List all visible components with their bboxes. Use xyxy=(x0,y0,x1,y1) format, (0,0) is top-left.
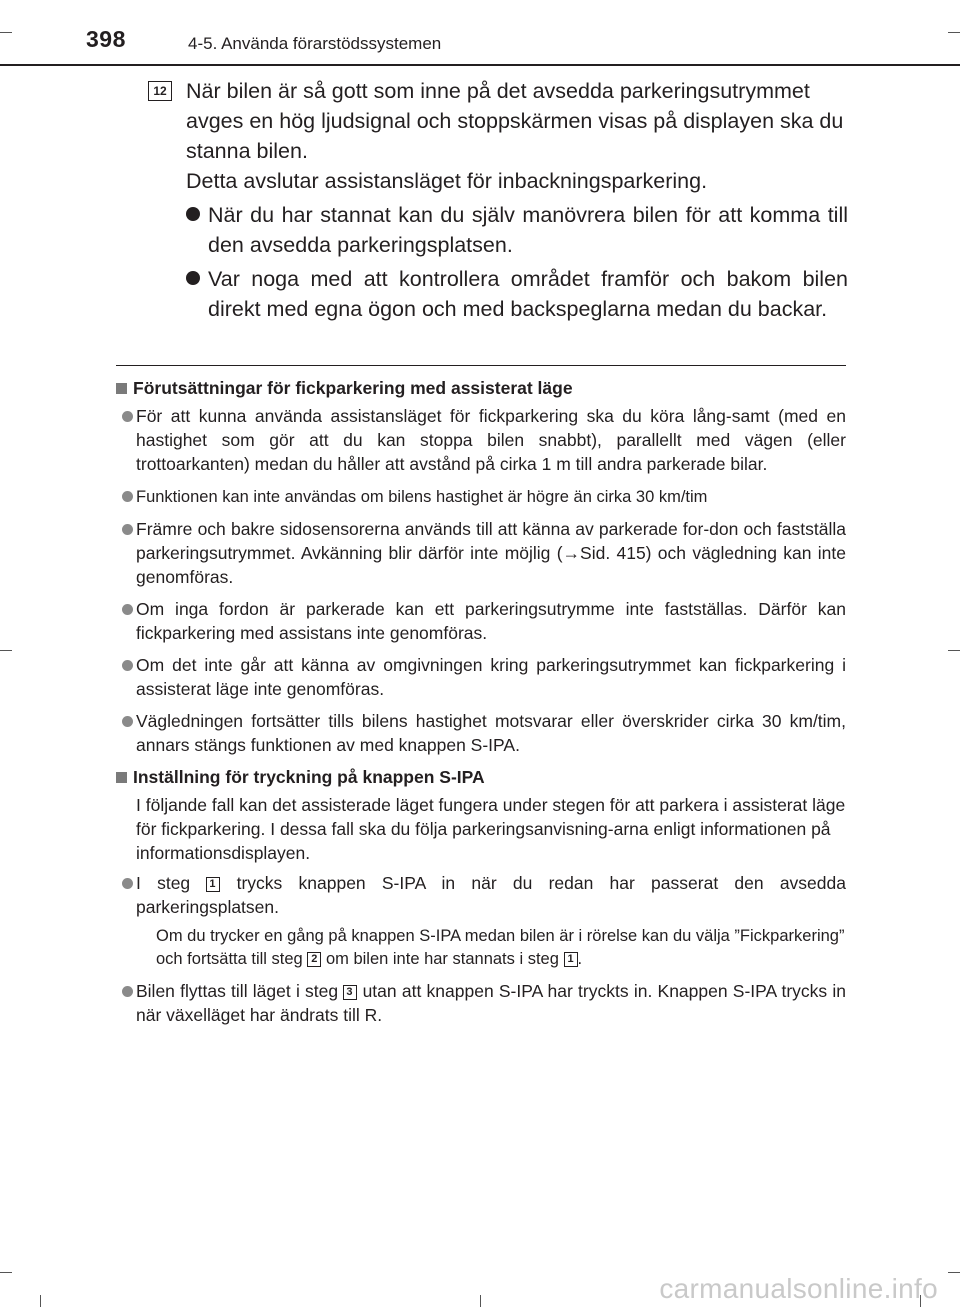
section-title: 4-5. Använda förarstödssystemen xyxy=(188,34,442,53)
bullet-icon xyxy=(122,604,133,615)
bullet-icon xyxy=(186,207,200,221)
square-bullet-icon xyxy=(116,772,127,783)
crop-mark xyxy=(948,32,960,33)
bullet-icon xyxy=(122,660,133,671)
list-item: Var noga med att kontrollera området framför och bakom bilen direkt med egna ögon och med backspeglarna medan du backar. xyxy=(186,264,848,324)
list-item: I steg 1 trycks knappen S-IPA in när du redan har passerat den avsedda parkeringsplatsen. xyxy=(116,871,846,919)
step-reference: 1 xyxy=(206,877,220,892)
bullet-icon xyxy=(122,491,133,502)
sub-note: Om du trycker en gång på knappen S-IPA medan bilen är i rörelse kan du välja ”Fickparkering” och fortsätta till steg 2 om bilen inte har stannats i steg 1 . xyxy=(156,927,845,968)
list-item: När du har stannat kan du själv manövrera bilen för att komma till den avsedda parkeringsplatsen. xyxy=(186,200,848,260)
bullet-icon xyxy=(186,271,200,285)
step-text-main: När bilen är så gott som inne på det avsedda parkeringsutrymmet avges en hög ljudsignal och stoppskärmen visas på displayen ska du stanna bilen. xyxy=(186,79,844,163)
page-number: 398 xyxy=(86,26,126,52)
list-item: Om det inte går att känna av omgivningen kring parkeringsutrymmet kan fickparkering i assisterat läge inte genomföras. xyxy=(116,653,846,701)
list-item: Bilen flyttas till läget i steg 3 utan att knappen S-IPA har tryckts in. Knappen S-IPA trycks in när växelläget har ändrats till R. xyxy=(116,979,846,1027)
crop-mark xyxy=(0,1272,12,1273)
step-text xyxy=(186,76,848,196)
notes-section xyxy=(116,374,846,1035)
step-reference: 2 xyxy=(307,952,321,967)
step-block xyxy=(148,76,848,328)
bullet-icon xyxy=(122,878,133,889)
note-intro: I följande fall kan det assisterade läget fungera under stegen för att parkera i assisterat läge för fickparkering. I dessa fall ska du följa parkeringsanvisning-arna enligt informationen på informationsdisplayen. xyxy=(136,795,846,863)
crop-mark xyxy=(0,650,12,651)
crop-mark xyxy=(948,1272,960,1273)
crop-mark xyxy=(948,650,960,651)
step-reference: 1 xyxy=(564,952,578,967)
crop-mark xyxy=(40,1295,41,1307)
list-item: Funktionen kan inte användas om bilens hastighet är högre än cirka 30 km/tim xyxy=(116,484,846,509)
step-text-secondary: Detta avslutar assistansläget för inbackningsparkering. xyxy=(186,169,708,193)
watermark: carmanualsonline.info xyxy=(659,1273,938,1304)
list-item: Vägledningen fortsätter tills bilens hastighet motsvarar eller överskrider cirka 30 km/tim, annars stängs funktionen av med knappen S-IPA. xyxy=(116,709,846,757)
bullet-icon xyxy=(122,524,133,535)
step-number: 12 xyxy=(148,81,172,101)
bullet-icon xyxy=(122,986,133,997)
list-item: För att kunna använda assistansläget för fickparkering ska du köra lång-samt (med en hastighet som gör att du kan stoppa bilen snabbt), parallellt med vägen (eller trottoarkanten) medan du håller att avstånd på cirka 1 m till andra parkerade bilar. xyxy=(116,404,846,476)
square-bullet-icon xyxy=(116,383,127,394)
crop-mark xyxy=(0,32,12,33)
notes-divider xyxy=(116,365,846,366)
bullet-icon xyxy=(122,411,133,422)
crop-mark xyxy=(480,1295,481,1307)
list-item: Om inga fordon är parkerade kan ett parkeringsutrymme inte fastställas. Därför kan fickparkering med assistans inte genomföras. xyxy=(116,597,846,645)
bullet-icon xyxy=(122,716,133,727)
list-item: Främre och bakre sidosensorerna används till att känna av parkerade for-don och fastställa parkeringsutrymmet. Avkänning blir därför inte möjlig (→Sid. 415) och vägledning kan inte genomföras. xyxy=(116,517,846,589)
header-divider xyxy=(0,64,960,66)
step-reference: 3 xyxy=(343,985,357,1000)
note-heading: Inställning för tryckning på knappen S-IPA xyxy=(116,765,846,789)
step-bullet-list xyxy=(186,200,848,324)
note-heading: Förutsättningar för fickparkering med assisterat läge xyxy=(116,376,846,400)
